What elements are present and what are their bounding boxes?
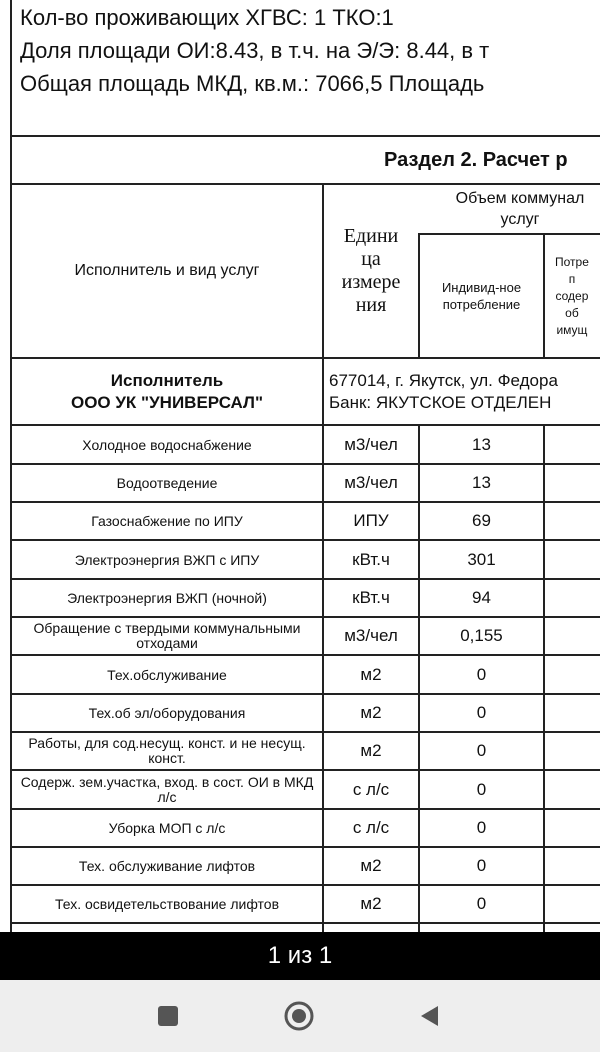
recent-apps-button[interactable] [150, 998, 186, 1034]
system-navigation-bar [0, 980, 600, 1052]
row-individual-value: 0 [476, 856, 487, 875]
executor-cell [12, 359, 322, 425]
row-unit: м3/чел [344, 435, 398, 454]
row-individual-value: 0,155 [460, 626, 503, 645]
section-title: Раздел 2. Расчет р [384, 149, 568, 171]
info-line-total-area: Общая площадь МКД, кв.м.: 7066,5 Площадь [20, 71, 485, 96]
row-individual-value: 69 [472, 511, 491, 530]
header-volume-group: Объем коммунал услуг [455, 190, 585, 228]
row-service-name: Электроэнергия ВЖП с ИПУ [74, 551, 260, 568]
row-unit: с л/с [352, 818, 390, 837]
row-service-name: Газоснабжение по ИПУ [91, 512, 243, 529]
row-service-name: Тех. освидетельствование лифтов [54, 895, 280, 912]
row-service-name: Холодное водоснабжение [82, 436, 252, 453]
header-unit: Едини ца измере ния [341, 225, 401, 316]
row-individual-value: 0 [476, 741, 487, 760]
circle-icon [283, 1000, 315, 1032]
row-unit: м2 [360, 894, 382, 913]
row-individual-value: 0 [476, 818, 487, 837]
row-individual-value: 0 [476, 665, 487, 684]
row-service-name: Тех. обслуживание лифтов [78, 857, 256, 874]
row-unit: с л/с [352, 780, 390, 799]
page-indicator: 1 из 1 [267, 942, 333, 969]
row-unit: м3/чел [344, 473, 398, 492]
row-unit: м2 [360, 741, 382, 760]
row-service-name: Содерж. зем.участка, вход. в сост. ОИ в МКД л/с [20, 774, 314, 805]
page-border [10, 0, 12, 932]
row-service-name: Электроэнергия ВЖП (ночной) [67, 589, 267, 606]
row-unit: м2 [360, 856, 382, 875]
row-individual-value: 0 [476, 894, 487, 913]
header-service: Исполнитель и вид услуг [74, 262, 260, 279]
row-unit: м2 [360, 703, 382, 722]
row-individual-value: 94 [472, 588, 491, 607]
executor-bank: Банк: ЯКУТСКОЕ ОТДЕЛЕН [329, 393, 552, 412]
row-individual-value: 0 [476, 780, 487, 799]
executor-name: ООО УК "УНИВЕРСАЛ" [70, 393, 264, 412]
row-unit: м2 [360, 665, 382, 684]
row-unit: кВт.ч [352, 550, 390, 569]
row-individual-value: 0 [476, 703, 487, 722]
row-service-name: Обращение с твердыми коммунальными отходами [33, 620, 301, 651]
row-unit: м3/чел [344, 626, 398, 645]
row-unit: ИПУ [353, 511, 389, 530]
header-common: Потре п содер об имущ [555, 254, 589, 337]
row-unit: кВт.ч [352, 588, 390, 607]
executor-details [329, 359, 600, 425]
pdf-pager-bar [0, 932, 600, 980]
home-button[interactable] [281, 998, 317, 1034]
row-service-name: Уборка МОП с л/с [108, 819, 226, 836]
row-individual-value: 13 [472, 435, 491, 454]
divider [10, 135, 600, 137]
header-individual: Индивид-ное потребление [441, 280, 522, 312]
info-line-residents: Кол-во проживающих ХГВС: 1 ТКО:1 [20, 5, 394, 30]
back-triangle-icon [418, 1004, 442, 1028]
info-line-area-share: Доля площади ОИ:8.43, в т.ч. на Э/Э: 8.44, в т [20, 38, 490, 63]
executor-address: 677014, г. Якутск, ул. Федора [329, 371, 558, 390]
row-individual-value: 301 [467, 550, 496, 569]
back-button[interactable] [412, 998, 448, 1034]
square-icon [156, 1004, 180, 1028]
row-service-name: Тех.об эл/оборудования [88, 704, 246, 721]
row-individual-value: 13 [472, 473, 491, 492]
row-divider [10, 922, 600, 924]
row-service-name: Тех.обслуживание [107, 666, 227, 683]
row-service-name: Работы, для сод.несущ. конст. и не несущ. конст. [28, 735, 306, 766]
row-service-name: Водоотведение [116, 474, 218, 491]
executor-label: Исполнитель [110, 371, 224, 390]
